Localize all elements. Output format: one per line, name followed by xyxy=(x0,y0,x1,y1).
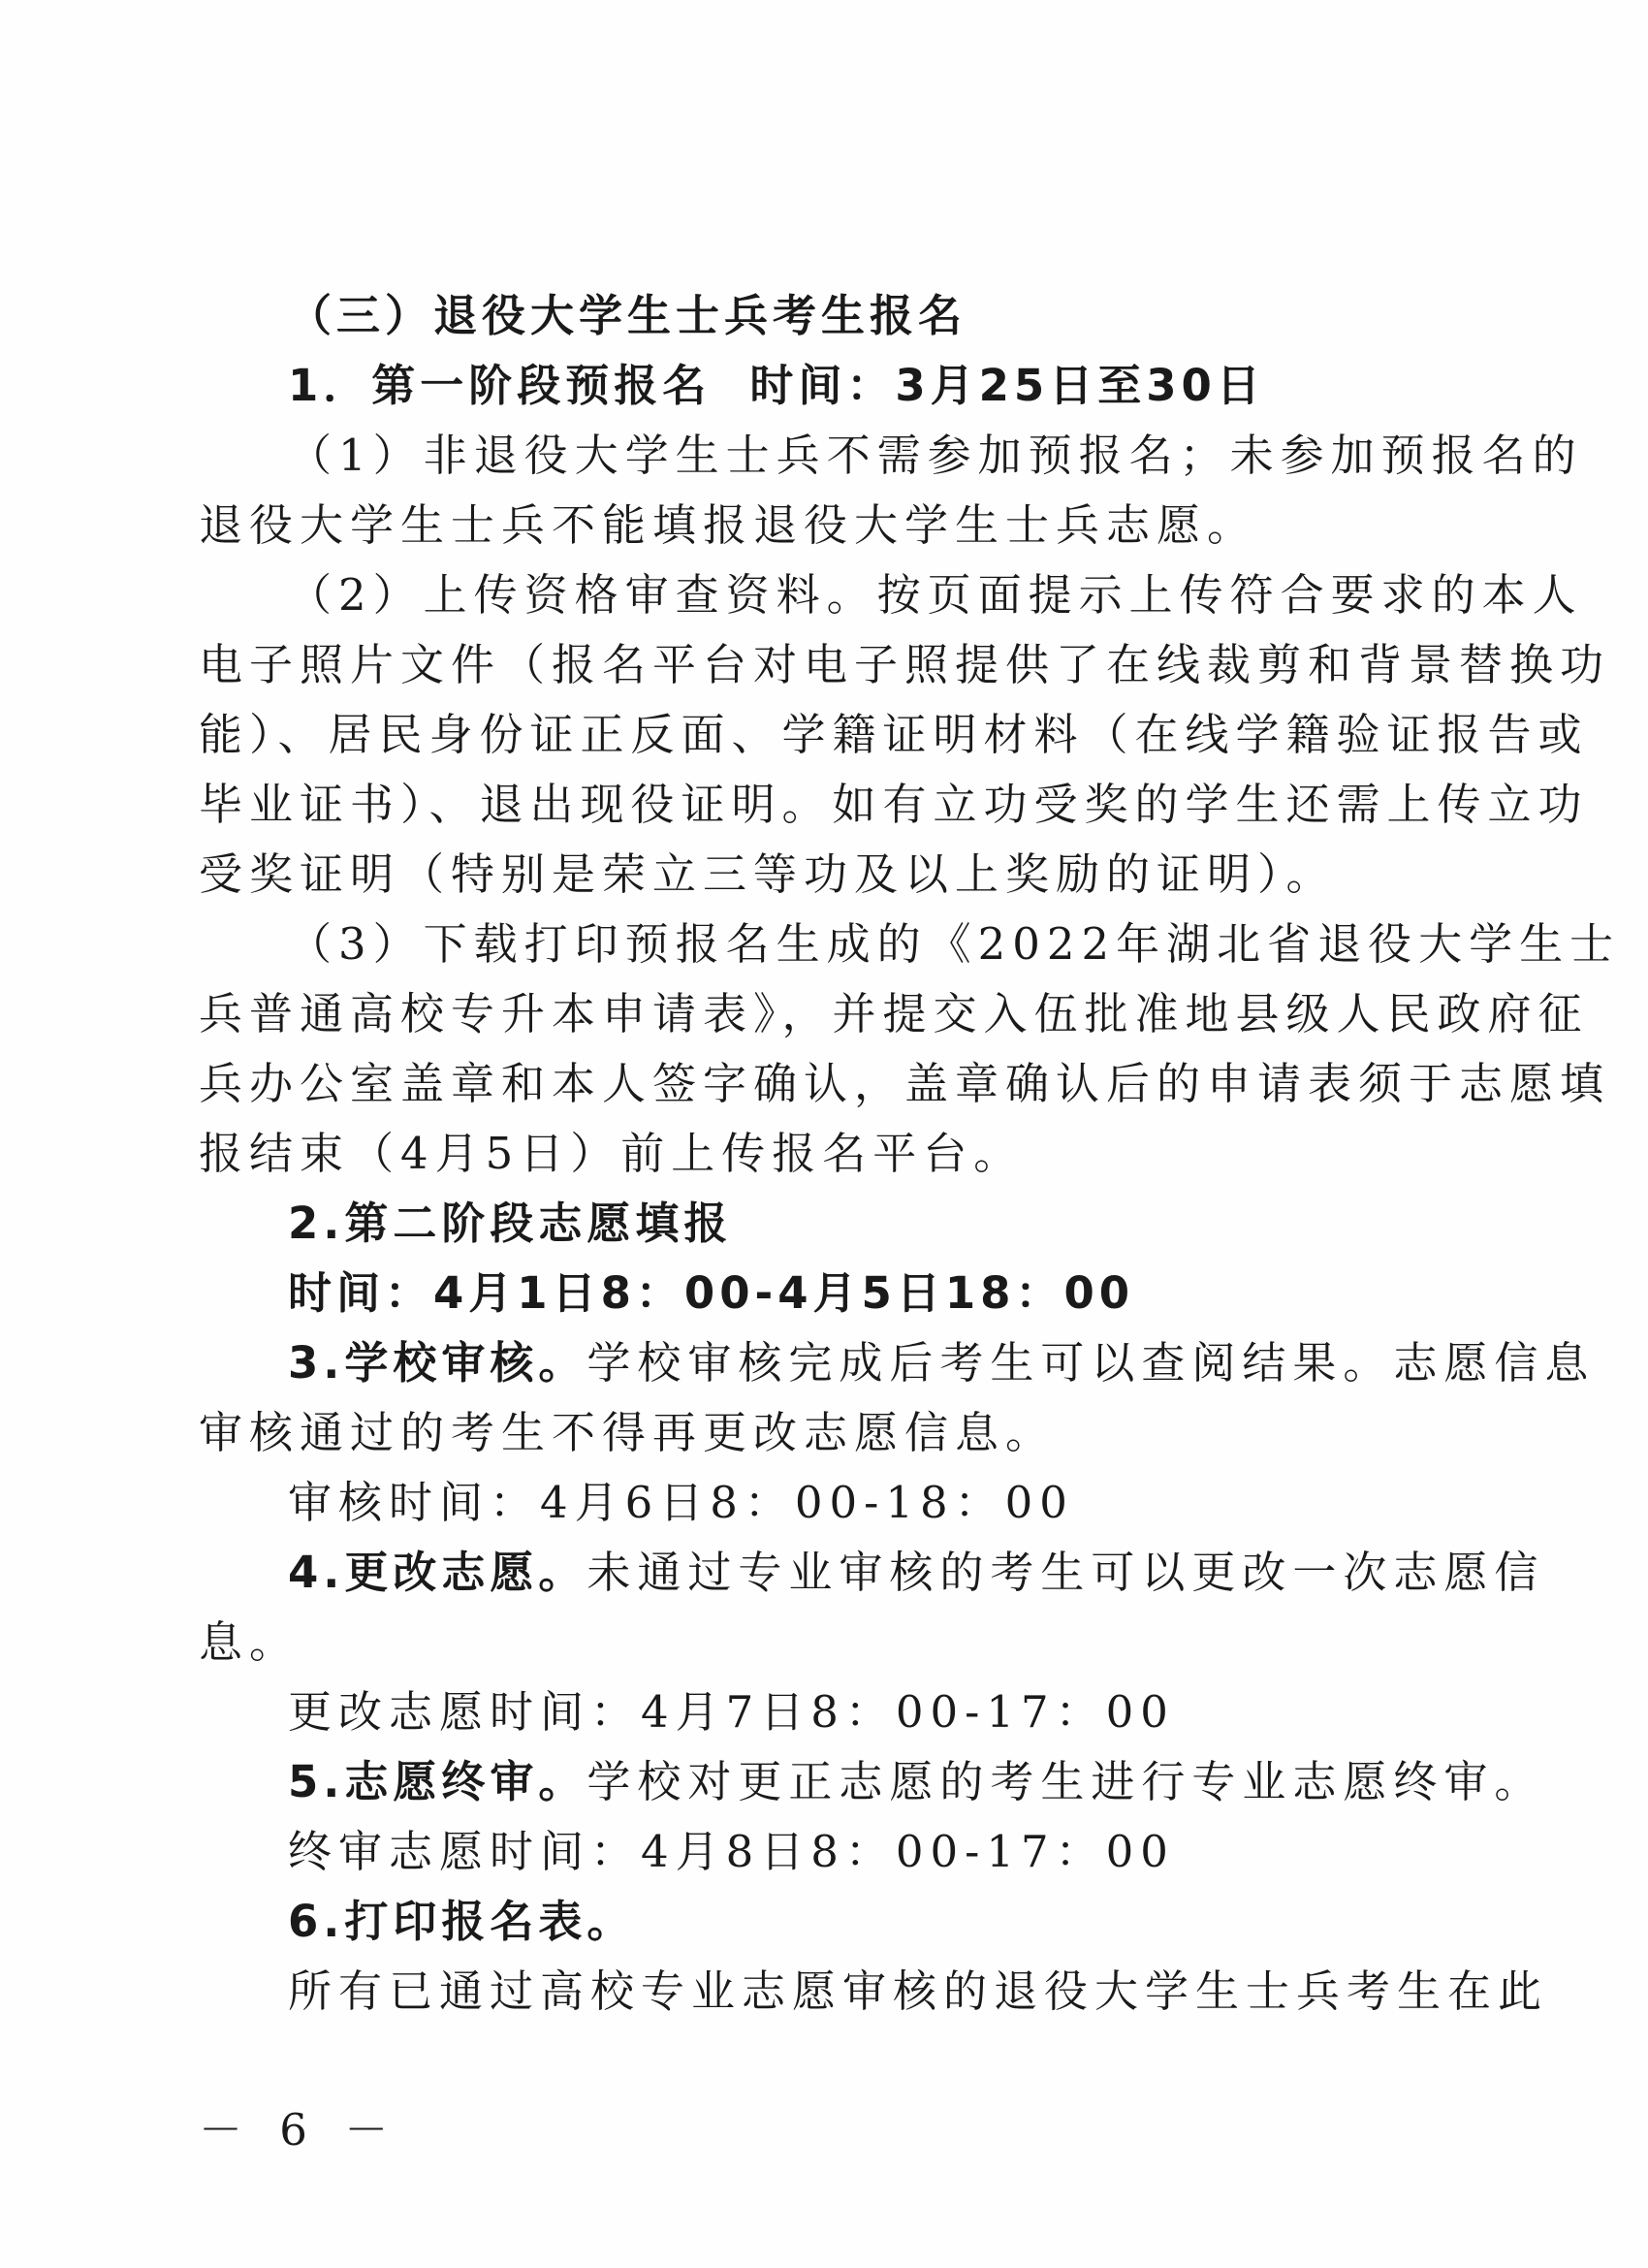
item3-line1: （3）下载打印预报名生成的《2022年湖北省退役大学生士 xyxy=(288,918,1621,970)
item3-line4: 报结束（4月5日）前上传报名平台。 xyxy=(199,1128,1025,1179)
stage4-line1 xyxy=(199,1538,1545,1608)
stage1-time: 时间：3月25日至30日 xyxy=(749,360,1265,411)
stage6-text1: 所有已通过高校专业志愿审核的退役大学生士兵考生在此 xyxy=(288,1965,1549,2017)
stage5-text1: 学校对更正志愿的考生进行专业志愿终审。 xyxy=(586,1756,1545,1807)
stage5-line1 xyxy=(199,1747,1545,1817)
stage1-line xyxy=(199,351,1391,421)
stage3-heading: 3.学校审核。 xyxy=(288,1337,587,1389)
stage3-line1 xyxy=(199,1328,1596,1398)
stage4-text1: 未通过专业审核的考生可以更改一次志愿信 xyxy=(586,1547,1545,1598)
item3-line3: 兵办公室盖章和本人签字确认，盖章确认后的申请表须于志愿填 xyxy=(199,1058,1611,1109)
stage2-heading: 2.第二阶段志愿填报 xyxy=(288,1198,733,1249)
stage4-time: 更改志愿时间：4月7日8：00-17：00 xyxy=(288,1686,1175,1738)
item2-line3: 能）、居民身份证正反面、学籍证明材料（在线学籍验证报告或 xyxy=(199,709,1589,760)
stage6-heading: 6.打印报名表。 xyxy=(288,1896,636,1947)
item3-line2: 兵普通高校专升本申请表》，并提交入伍批准地县级人民政府征 xyxy=(199,988,1589,1039)
stage1-heading: 1．第一阶段预报名 xyxy=(288,360,712,411)
stage4-text2: 息。 xyxy=(199,1616,301,1668)
stage3-text2: 审核通过的考生不得再更改志愿信息。 xyxy=(199,1407,1057,1458)
stage5-heading: 5.志愿终审。 xyxy=(288,1756,587,1807)
section-title: （三）退役大学生士兵考生报名 xyxy=(288,290,967,341)
item1-line2: 退役大学生士兵不能填报退役大学生士兵志愿。 xyxy=(199,499,1258,551)
item2-line4: 毕业证书）、退出现役证明。如有立功受奖的学生还需上传立功 xyxy=(199,779,1589,830)
item2-line2: 电子照片文件（报名平台对电子照提供了在线裁剪和背景替换功 xyxy=(199,639,1611,690)
stage3-text1: 学校审核完成后考生可以查阅结果。志愿信息 xyxy=(586,1337,1596,1389)
stage4-heading: 4.更改志愿。 xyxy=(288,1547,587,1598)
document-body xyxy=(199,281,1621,2027)
stage3-time: 审核时间：4月6日8：00-18：00 xyxy=(288,1477,1074,1528)
stage5-time: 终审志愿时间：4月8日8：00-17：00 xyxy=(288,1826,1175,1877)
page-number: － 6 － xyxy=(199,2104,400,2156)
item1-line1: （1）非退役大学生士兵不需参加预报名；未参加预报名的 xyxy=(288,430,1583,481)
item2-line1: （2）上传资格审查资料。按页面提示上传符合要求的本人 xyxy=(288,569,1583,621)
item2-line5: 受奖证明（特别是荣立三等功及以上奖励的证明）。 xyxy=(199,848,1337,900)
stage2-time: 时间：4月1日8：00-4月5日18：00 xyxy=(288,1267,1135,1319)
